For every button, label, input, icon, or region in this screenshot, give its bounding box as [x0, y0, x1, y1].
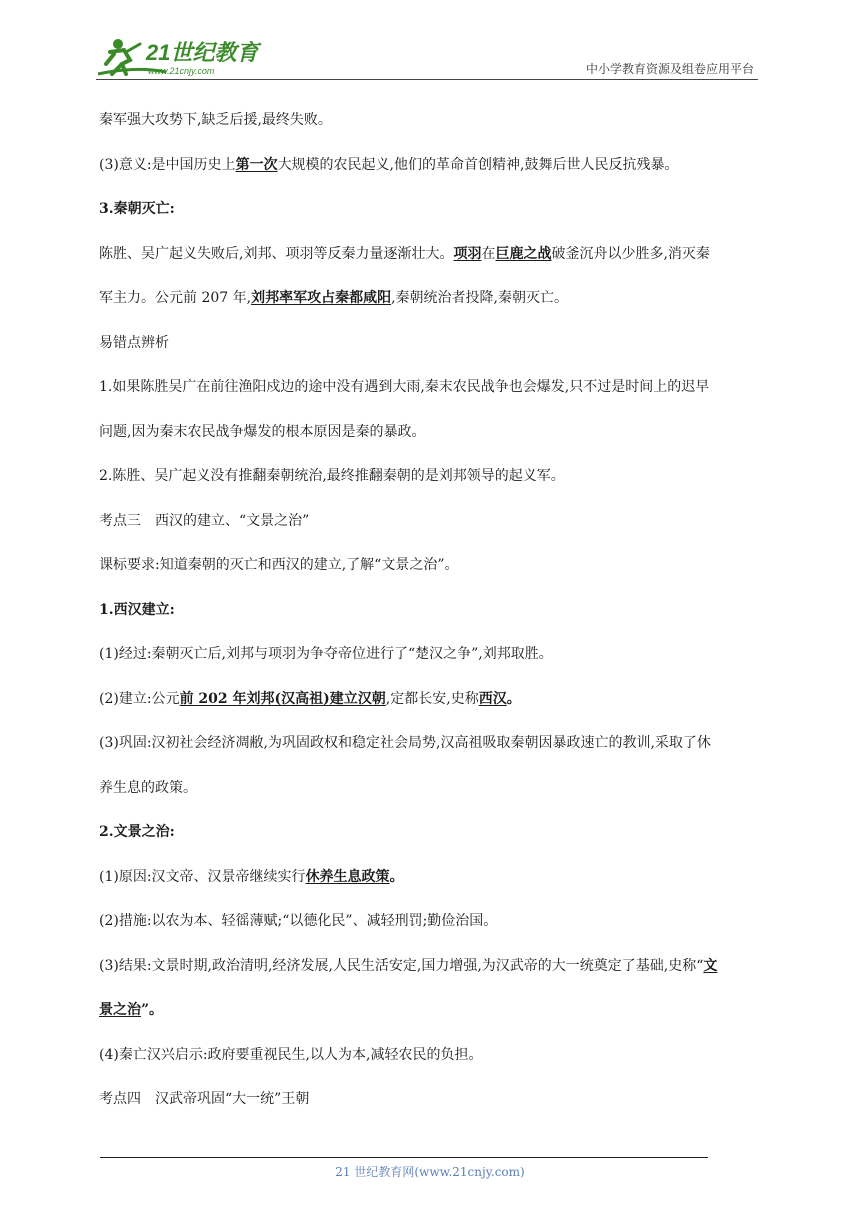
- topic-heading: 考点三 西汉的建立、“文景之治”: [99, 513, 310, 529]
- text-line: 问题,因为秦末农民战争爆发的根本原因是秦的暴政。: [99, 424, 426, 440]
- text-line: (2)措施:以农为本、轻徭薄赋;“以德化民”、减轻刑罚;勤俭治国。: [99, 913, 498, 929]
- page-header: [96, 30, 758, 80]
- text-line: 军主力。公元前 207 年,刘邦率军攻占秦都咸阳,秦朝统治者投降,秦朝灭亡。: [99, 290, 568, 306]
- text-line: 秦军强大攻势下,缺乏后援,最终失败。: [99, 112, 332, 128]
- text-line: 陈胜、吴广起义失败后,刘邦、项羽等反秦力量逐渐壮大。项羽在巨鹿之战破釜沉舟以少胜多,消灭秦: [99, 246, 710, 262]
- header-platform-text: 中小学教育资源及组卷应用平台: [585, 62, 754, 76]
- footer-divider: [100, 1157, 708, 1158]
- section-heading: 1.西汉建立:: [99, 602, 175, 618]
- text-line: (3)巩固:汉初社会经济凋敝,为巩固政权和稳定社会局势,汉高祖吸取秦朝因暴政速亡的教训,采取了休: [99, 735, 711, 751]
- text-line: (1)原因:汉文帝、汉景帝继续实行休养生息政策。: [99, 869, 404, 885]
- logo-21cnjy: [96, 30, 266, 80]
- text-line: (3)结果:文景时期,政治清明,经济发展,人民生活安定,国力增强,为汉武帝的大一统奠定了基础,史称“文: [99, 958, 718, 974]
- text-line: (4)秦亡汉兴启示:政府要重视民生,以人为本,减轻农民的负担。: [99, 1047, 483, 1063]
- section-heading: 3.秦朝灭亡:: [99, 201, 175, 217]
- footer-text: 21 世纪教育网(www.21cnjy.com): [335, 1165, 525, 1179]
- subsection-label: 易错点辨析: [99, 335, 169, 351]
- text-line: (2)建立:公元前 202 年刘邦(汉高祖)建立汉朝,定都长安,史称西汉。: [99, 691, 521, 707]
- document-body: [99, 104, 763, 1111]
- text-line: 2.陈胜、吴广起义没有推翻秦朝统治,最终推翻秦朝的是刘邦领导的起义军。: [99, 468, 565, 484]
- topic-heading: 考点四 汉武帝巩固“大一统”王朝: [99, 1091, 310, 1107]
- svg-text:www.21cnjy.com: www.21cnjy.com: [148, 66, 215, 76]
- text-line: 养生息的政策。: [99, 780, 197, 796]
- svg-text:21世纪教育: 21世纪教育: [146, 40, 259, 65]
- text-line: 1.如果陈胜吴广在前往渔阳戍边的途中没有遇到大雨,秦末农民战争也会爆发,只不过是时间上的迟早: [99, 379, 710, 395]
- text-line: 课标要求:知道秦朝的灭亡和西汉的建立,了解“文景之治”。: [99, 557, 459, 573]
- text-line: (3)意义:是中国历史上第一次大规模的农民起义,他们的革命首创精神,鼓舞后世人民反抗残暴。: [99, 157, 679, 173]
- header-divider: [96, 79, 758, 80]
- text-line: 景之治”。: [99, 1002, 164, 1018]
- section-heading: 2.文景之治:: [99, 824, 175, 840]
- text-line: (1)经过:秦朝灭亡后,刘邦与项羽为争夺帝位进行了“楚汉之争”,刘邦取胜。: [99, 646, 553, 662]
